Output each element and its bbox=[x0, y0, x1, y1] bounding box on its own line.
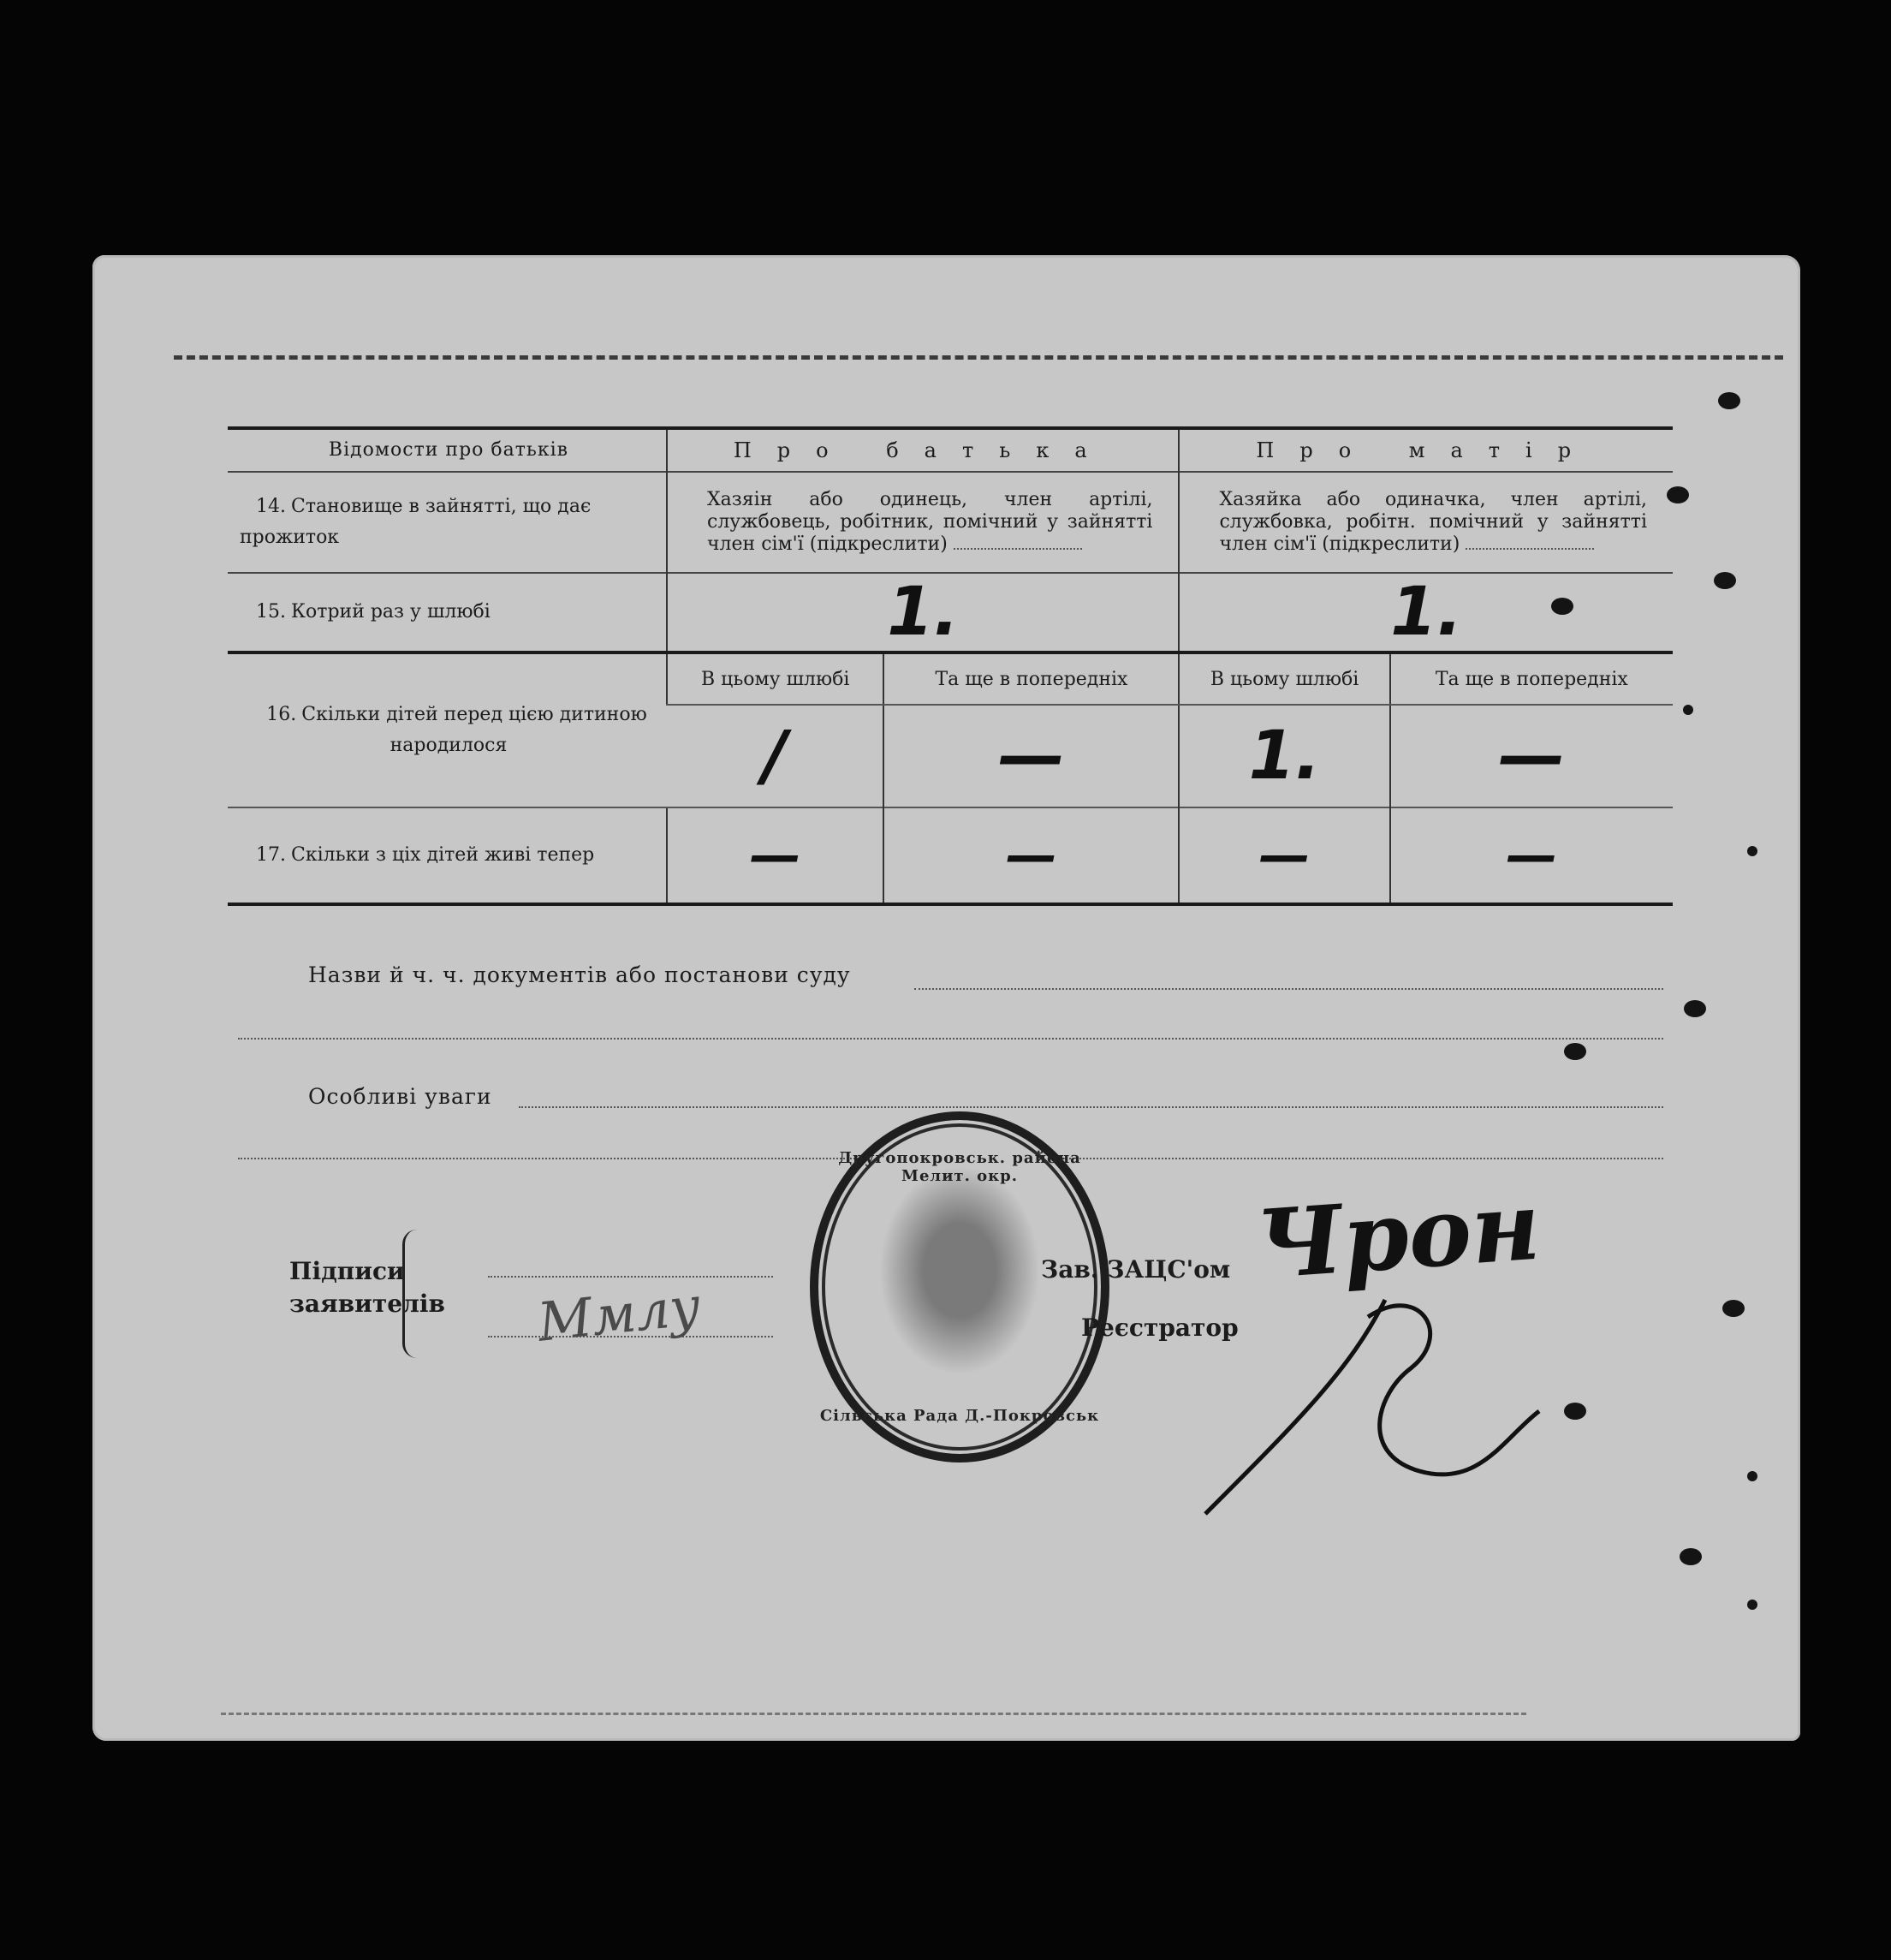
applicant-signature: Ммлу bbox=[534, 1274, 704, 1354]
documents-label: Назви й ч. ч. документів або постанови суду bbox=[308, 962, 851, 987]
official-signature: Чрон bbox=[1252, 1170, 1544, 1301]
row16-label: 16. Скільки дітей перед цією дитиною народилося bbox=[266, 704, 647, 756]
punch-hole bbox=[1680, 1548, 1702, 1565]
punch-hole bbox=[1564, 1403, 1586, 1420]
row15-label: 15. Котрий раз у шлюбі bbox=[228, 573, 667, 652]
subhdr-father-this: В цьому шлюбі bbox=[667, 652, 883, 705]
head-of-registry-label: Зав. ЗАЦС'ом bbox=[1041, 1255, 1231, 1284]
punch-hole bbox=[1551, 598, 1573, 615]
punch-hole bbox=[1667, 486, 1689, 503]
bottom-perforation bbox=[221, 1713, 1526, 1715]
documents-line-1 bbox=[914, 988, 1663, 990]
row16-father-this: / bbox=[762, 718, 788, 795]
row15-mother-value: 1. bbox=[1179, 573, 1673, 652]
document-sheet bbox=[92, 255, 1800, 1741]
punch-hole bbox=[1714, 572, 1736, 589]
documents-line-2 bbox=[238, 1038, 1663, 1040]
row17-father-this: — bbox=[667, 807, 883, 904]
punch-hole bbox=[1747, 1471, 1757, 1481]
punch-hole bbox=[1747, 846, 1757, 856]
registrar-label: Реєстратор bbox=[1081, 1314, 1239, 1342]
official-stamp: Другопокровськ. районa Мелит. окр. Сільська Рада Д.-Покровськ bbox=[810, 1111, 1109, 1463]
row17-label: 17. Скільки з ціх дітей живі тепер bbox=[228, 807, 667, 904]
punch-hole bbox=[1683, 705, 1693, 715]
row14-label: 14. Становище в зайнятті, що дає прожиток bbox=[228, 472, 667, 573]
row17-mother-this: — bbox=[1179, 807, 1389, 904]
col-header-father: Про батька bbox=[667, 428, 1179, 472]
punch-hole bbox=[1718, 392, 1740, 409]
row16-mother-this: 1. bbox=[1179, 705, 1389, 807]
row14-mother-options: Хазяйка або одиначка, член артілі, службовка, робітн. помічний у зайнятті член сім'ї (підкреслити) bbox=[1179, 472, 1673, 573]
punch-hole bbox=[1564, 1043, 1586, 1060]
signature-brace bbox=[402, 1230, 417, 1358]
row15-father-value: 1. bbox=[667, 573, 1179, 652]
official-signature-flourish bbox=[1197, 1266, 1556, 1522]
subhdr-mother-this: В цьому шлюбі bbox=[1179, 652, 1389, 705]
row17-mother-prev: — bbox=[1390, 807, 1673, 904]
col-header-label: Відомости про батьків bbox=[228, 428, 667, 472]
parents-info-table bbox=[228, 426, 1673, 906]
remarks-label: Особливі уваги bbox=[308, 1084, 492, 1109]
top-perforation bbox=[174, 355, 1783, 360]
remarks-line-1 bbox=[519, 1106, 1663, 1108]
row14-father-options: Хазяін або одинець, член артілі, службовець, робітник, помічний у зайнятті член сім'ї (підкреслити) bbox=[667, 472, 1179, 573]
row17-father-prev: — bbox=[883, 807, 1179, 904]
signature-line-1 bbox=[488, 1276, 773, 1278]
applicants-signatures-label: Підписи заявителів bbox=[289, 1257, 445, 1318]
punch-hole bbox=[1747, 1600, 1757, 1610]
row16-mother-prev: — bbox=[1390, 705, 1673, 807]
col-header-mother: Про матір bbox=[1179, 428, 1673, 472]
row16-father-prev: — bbox=[883, 705, 1179, 807]
punch-hole bbox=[1684, 1000, 1706, 1017]
subhdr-mother-prev: Та ще в попередніх bbox=[1390, 652, 1673, 705]
punch-hole bbox=[1722, 1300, 1745, 1317]
subhdr-father-prev: Та ще в попередніх bbox=[883, 652, 1179, 705]
